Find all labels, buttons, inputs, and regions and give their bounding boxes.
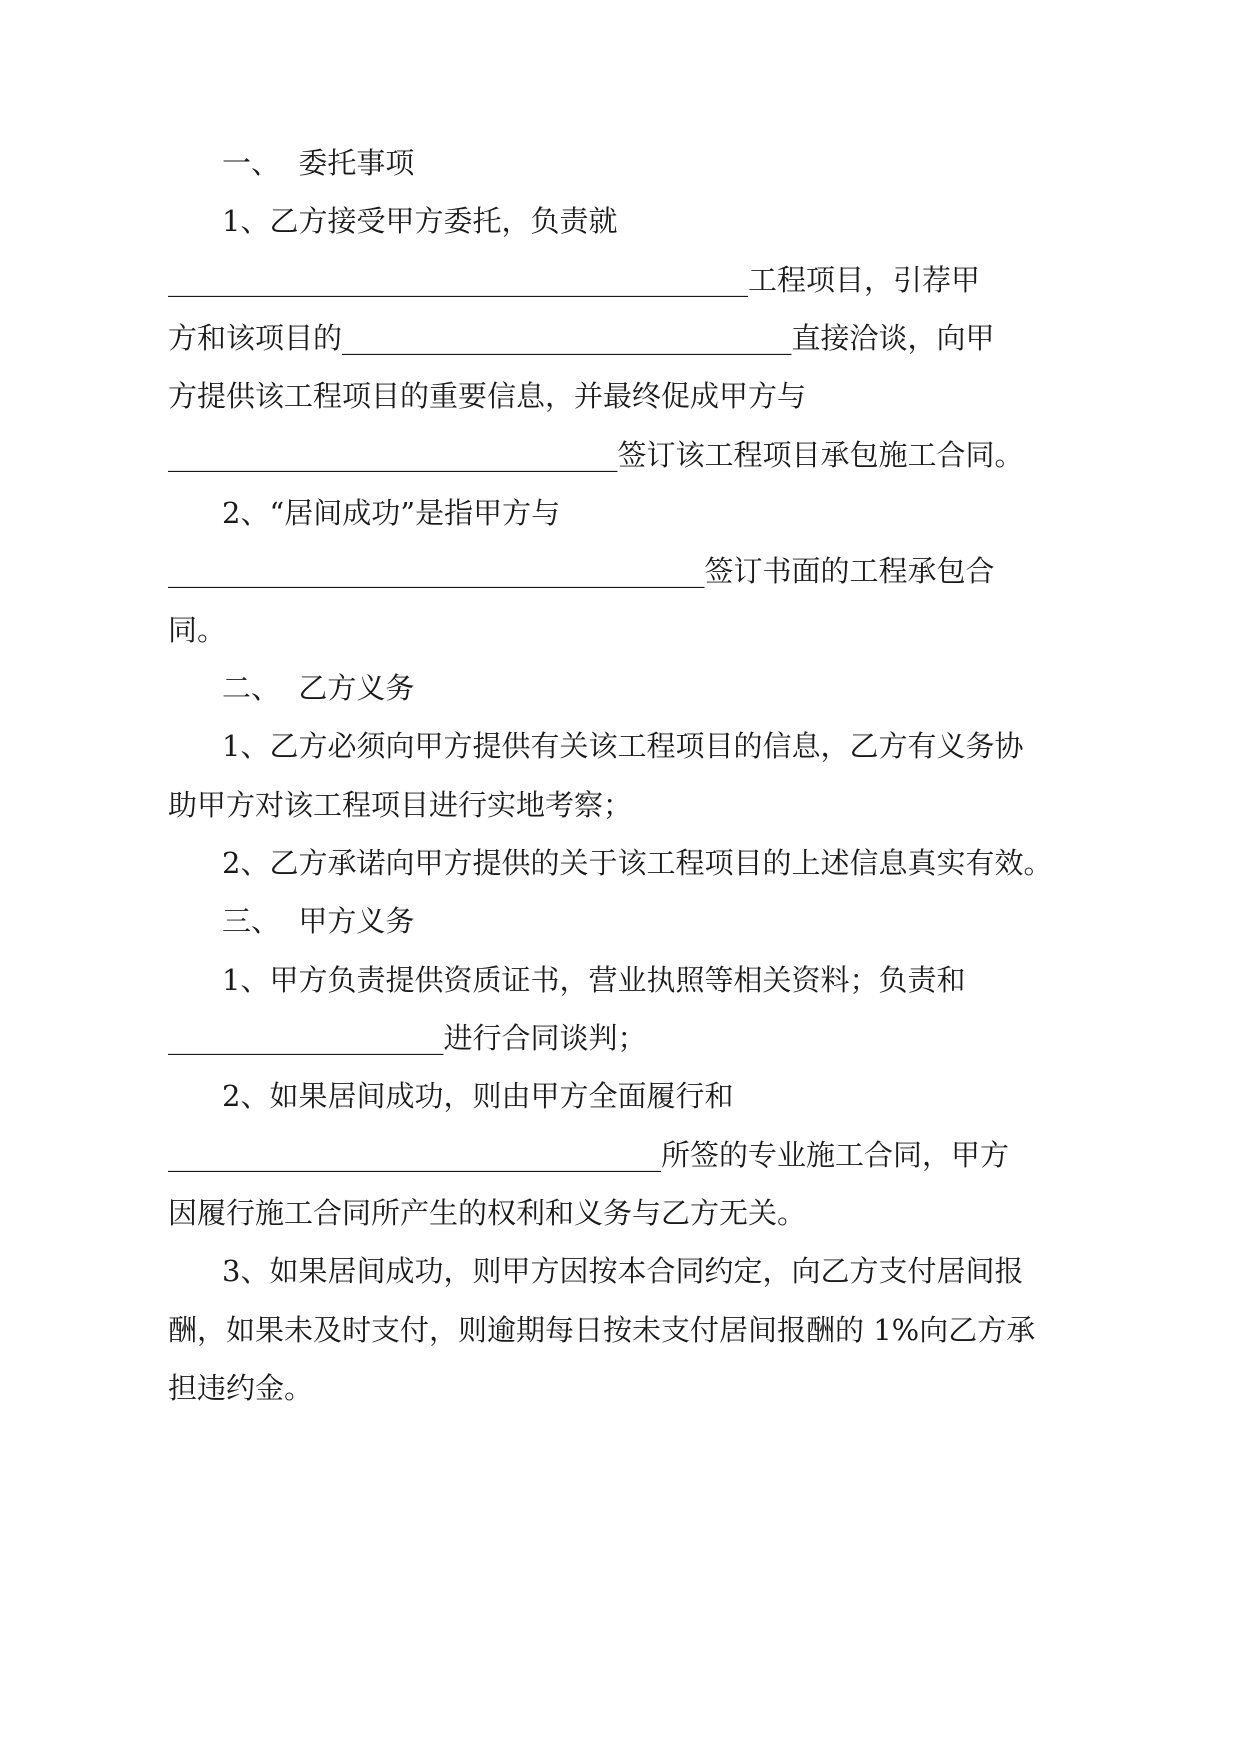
paragraph-line: ___________________进行合同谈判； [168,1021,647,1055]
paragraph-line: 2、“居间成功”是指甲方与 [222,496,561,530]
paragraph-line: _____________________________________签订书面的工程承包合 [168,554,995,588]
paragraph-line: __________________________________所签的专业施工合同，甲方 [168,1138,1010,1172]
paragraph-line: 因履行施工合同所产生的权利和义务与乙方无关。 [168,1196,807,1230]
section-heading: 三、 甲方义务 [222,904,415,938]
paragraph-line: 方和该项目的_______________________________直接洽谈，向甲 [168,321,995,355]
section-heading: 二、 乙方义务 [222,671,415,705]
paragraph-line: 1、乙方接受甲方委托，负责就 [222,204,618,238]
paragraph-line: 担违约金。 [168,1371,314,1405]
paragraph-line: 1、乙方必须向甲方提供有关该工程项目的信息，乙方有义务协 [222,729,1024,763]
paragraph-line: 2、乙方承诺向甲方提供的关于该工程项目的上述信息真实有效。 [222,846,1053,880]
paragraph-line: _______________________________签订该工程项目承包施工合同。 [168,438,1024,472]
paragraph-line: 2、如果居间成功，则由甲方全面履行和 [222,1079,734,1113]
paragraph-line: 助甲方对该工程项目进行实地考察； [168,788,633,822]
paragraph-line: 同。 [168,613,227,647]
paragraph-line: 3、如果居间成功，则甲方因按本合同约定，向乙方支付居间报 [222,1254,1024,1288]
paragraph-line: ________________________________________工程项目，引荐甲 [168,263,981,297]
section-heading: 一、 委托事项 [222,146,415,180]
paragraph-line: 1、甲方负责提供资质证书，营业执照等相关资料；负责和 [222,963,966,997]
paragraph-line: 方提供该工程项目的重要信息，并最终促成甲方与 [168,379,807,413]
paragraph-line: 酬，如果未及时支付，则逾期每日按未支付居间报酬的 1%向乙方承 [168,1313,1036,1347]
